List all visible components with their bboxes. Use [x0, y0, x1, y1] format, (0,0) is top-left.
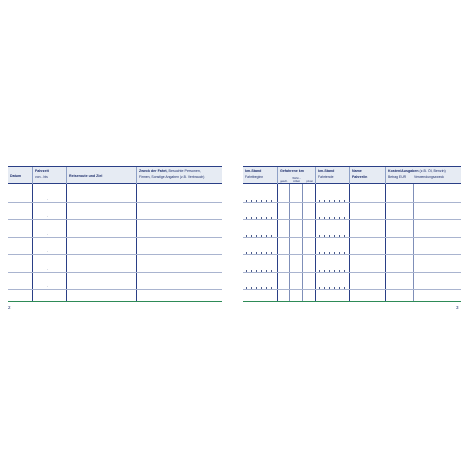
digit-tick	[339, 287, 340, 289]
digit-tick	[261, 235, 262, 237]
digit-tick	[334, 287, 335, 289]
digit-tick	[344, 270, 345, 272]
digit-tick	[271, 252, 272, 254]
digit-tick	[246, 252, 247, 254]
fahrzeit-separator: -	[47, 196, 48, 201]
digit-tick	[271, 287, 272, 289]
digit-tick	[266, 252, 267, 254]
digit-tick	[246, 217, 247, 219]
zweck-header: Zweck der Fahrt, Besuchte Personen, Firmen, Sonstige Angaben (z.B. Verbrauch)	[136, 167, 222, 185]
digit-tick	[339, 270, 340, 272]
digit-tick	[329, 287, 330, 289]
digit-ticks	[246, 200, 272, 203]
digit-tick	[266, 200, 267, 202]
digit-tick	[261, 217, 262, 219]
digit-tick	[246, 287, 247, 289]
left-bottom-rule	[8, 301, 222, 302]
fahrzeit-separator: -	[47, 249, 48, 253]
digit-tick	[256, 217, 257, 219]
table-row	[243, 272, 461, 273]
digit-ticks	[246, 235, 272, 238]
digit-tick	[251, 217, 252, 219]
table-row	[8, 272, 222, 273]
left-header-row	[8, 166, 222, 184]
km-start-header: km-Stand Fahrtbeginn	[245, 169, 264, 179]
digit-tick	[271, 270, 272, 272]
digit-tick	[319, 252, 320, 254]
digit-ticks	[319, 217, 345, 220]
digit-tick	[324, 270, 325, 272]
fahrzeit-separator: -	[47, 284, 48, 288]
digit-tick	[261, 252, 262, 254]
digit-tick	[339, 217, 340, 219]
digit-tick	[261, 287, 262, 289]
table-row	[8, 289, 222, 290]
digit-tick	[266, 217, 267, 219]
table-row	[243, 254, 461, 255]
datum-header: Datum	[10, 174, 22, 178]
digit-tick	[266, 270, 267, 272]
digit-tick	[246, 270, 247, 272]
digit-tick	[334, 235, 335, 237]
digit-ticks	[319, 287, 345, 290]
logbook-left-page	[8, 166, 222, 306]
digit-tick	[271, 217, 272, 219]
digit-ticks	[319, 235, 345, 238]
digit-ticks	[246, 252, 272, 255]
fahrzeit-separator: -	[47, 231, 48, 236]
digit-tick	[324, 252, 325, 254]
fahrzeit-separator: -	[47, 266, 48, 271]
digit-ticks	[319, 270, 345, 273]
digit-tick	[329, 200, 330, 202]
digit-tick	[344, 200, 345, 202]
digit-tick	[329, 217, 330, 219]
page-number-left: 2	[8, 305, 11, 310]
digit-tick	[329, 235, 330, 237]
digit-tick	[344, 217, 345, 219]
digit-tick	[266, 287, 267, 289]
table-row	[8, 202, 222, 203]
page-number-right: 3	[456, 305, 459, 310]
digit-ticks	[246, 270, 272, 273]
digit-tick	[256, 235, 257, 237]
digit-tick	[256, 200, 257, 202]
fahrzeit-header: Fahrzeit von - bis	[32, 167, 66, 185]
digit-tick	[324, 200, 325, 202]
digit-tick	[256, 270, 257, 272]
digit-tick	[251, 200, 252, 202]
digit-tick	[261, 270, 262, 272]
digit-tick	[339, 252, 340, 254]
digit-tick	[319, 217, 320, 219]
digit-tick	[324, 235, 325, 237]
digit-tick	[246, 200, 247, 202]
digit-tick	[339, 200, 340, 202]
digit-tick	[319, 235, 320, 237]
digit-tick	[271, 235, 272, 237]
digit-tick	[334, 270, 335, 272]
right-bottom-rule	[243, 301, 461, 302]
digit-tick	[334, 252, 335, 254]
digit-tick	[334, 200, 335, 202]
table-row	[243, 219, 461, 220]
digit-tick	[256, 287, 257, 289]
digit-tick	[324, 287, 325, 289]
digit-tick	[344, 252, 345, 254]
digit-ticks	[319, 200, 345, 203]
kosten-header: Kosten/Ausgaben (z.B. Öl, Benzin) Betrag EUR Verwendungszweck	[385, 167, 461, 185]
digit-tick	[329, 270, 330, 272]
digit-tick	[339, 235, 340, 237]
table-row	[8, 219, 222, 220]
digit-tick	[246, 235, 247, 237]
digit-tick	[324, 217, 325, 219]
logbook-right-page	[243, 166, 461, 306]
digit-tick	[251, 235, 252, 237]
digit-tick	[344, 235, 345, 237]
table-row	[243, 289, 461, 290]
digit-tick	[329, 252, 330, 254]
table-row	[8, 237, 222, 238]
digit-tick	[251, 270, 252, 272]
table-row	[243, 202, 461, 203]
digit-tick	[271, 200, 272, 202]
name-header: Name Fahrer/in	[349, 167, 385, 185]
digit-tick	[256, 252, 257, 254]
digit-tick	[266, 235, 267, 237]
reiseroute-header: Reiseroute und Ziel	[66, 167, 136, 185]
digit-tick	[319, 270, 320, 272]
digit-tick	[261, 200, 262, 202]
km-end-header: km-Stand Fahrtende	[315, 167, 349, 185]
fahrzeit-separator: -	[47, 214, 48, 218]
digit-tick	[251, 287, 252, 289]
gefahrene-km-header: Gefahrene km gesch. Wohn.-Arbeit privat	[277, 167, 315, 185]
digit-tick	[319, 287, 320, 289]
digit-tick	[334, 217, 335, 219]
digit-ticks	[319, 252, 345, 255]
digit-tick	[319, 200, 320, 202]
digit-tick	[251, 252, 252, 254]
table-row	[243, 237, 461, 238]
table-row	[8, 254, 222, 255]
right-header-row	[243, 166, 461, 184]
digit-tick	[344, 287, 345, 289]
digit-ticks	[246, 287, 272, 290]
digit-ticks	[246, 217, 272, 220]
